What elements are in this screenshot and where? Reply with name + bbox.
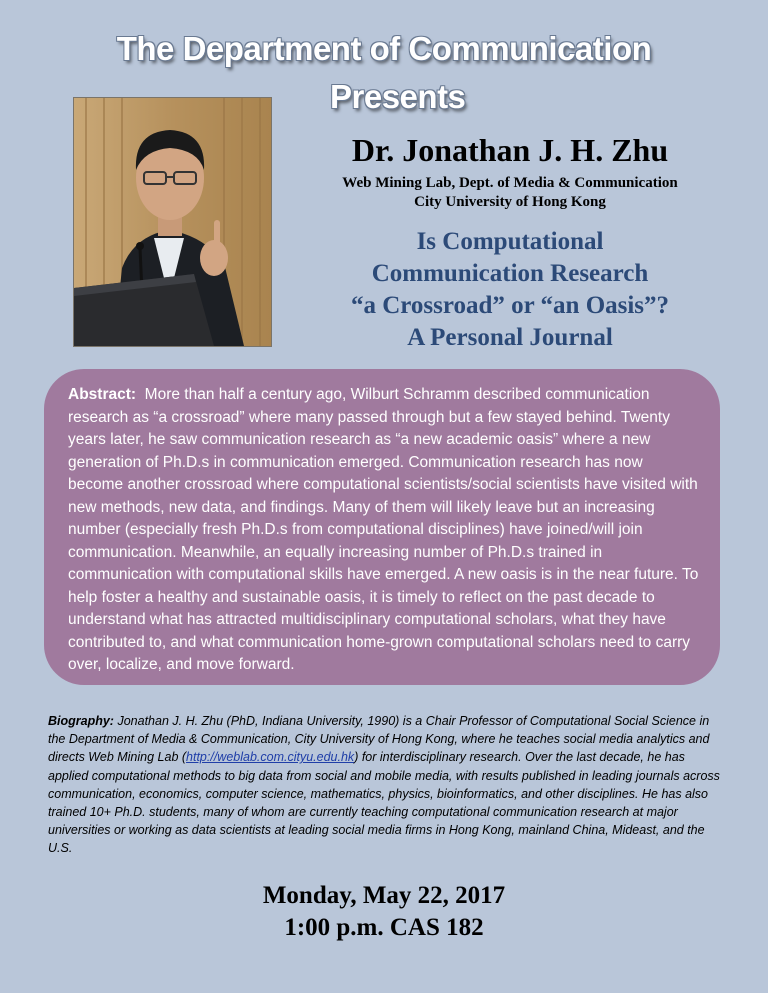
speaker-photo	[73, 97, 272, 347]
speaker-name: Dr. Jonathan J. H. Zhu	[351, 132, 669, 168]
biography-text-1: Jonathan J. H. Zhu (PhD, Indiana University, 1990) is a Chair Professor of Computational Social Science in the Department of Media & Communication, City University of Hong Kong, where he teaches social media analytics and directs Web Mining Lab (	[48, 714, 710, 765]
affiliation-line-2: City University of Hong Kong	[414, 194, 606, 210]
talk-title	[290, 226, 730, 354]
event-date: Monday, May 22, 2017	[262, 882, 506, 909]
talk-title-line: “a Crossroad” or “an Oasis”?	[350, 292, 670, 319]
abstract-paragraph	[68, 384, 700, 677]
header-presents: Presents	[330, 78, 466, 115]
biography	[48, 712, 724, 858]
talk-title-line: A Personal Journal	[407, 324, 613, 351]
header-department: The Department of Communication	[116, 30, 652, 67]
affiliation-line-1: Web Mining Lab, Dept. of Media & Communication	[342, 175, 678, 191]
talk-title-line: Communication Research	[371, 260, 649, 287]
abstract-label: Abstract:	[68, 386, 137, 403]
abstract-box	[44, 369, 720, 685]
speaker-block	[290, 132, 730, 212]
biography-label: Biography:	[48, 714, 114, 728]
talk-title-line: Is Computational	[416, 228, 604, 255]
biography-text-2: ) for interdisciplinary research. Over the last decade, he has applied computational methods to big data from social and mobile media, with results published in leading journals across communication, economics, computer science, mathematics, physics, bioinformatics, and other disciplines. He has also trained 10+ Ph.D. students, many of whom are currently teaching computational communication research at major universities or working as data scientists at leading social media firms in Hong Kong, mainland China, Mideast, and the U.S.	[48, 750, 720, 856]
abstract-text: More than half a century ago, Wilburt Schramm described communication research as “a crossroad” where many passed through but a few stayed behind. Twenty years later, he saw communication research as “a new academic oasis” where a new generation of Ph.D.s in communication emerged. Communication research has now become another crossroad where computational scientists/social scientists have visited with new methods, new data, and findings. Many of them will likely leave but an increasing number (especially fresh Ph.D.s from computational disciplines) have joined/will join communication. Meanwhile, an equally increasing number of Ph.D.s trained in communication with computational skills have emerged. A new oasis is in the near future. To help foster a healthy and sustainable oasis, it is timely to reflect on the past decade to understand what has attracted multidisciplinary computational scholars, what they have contributed to, and what communication home-grown computational scholars need to carry over, localize, and move forward.	[68, 386, 699, 673]
weblab-link[interactable]: http://weblab.com.cityu.edu.hk	[186, 750, 355, 765]
event-time-location: 1:00 p.m. CAS 182	[284, 914, 484, 941]
